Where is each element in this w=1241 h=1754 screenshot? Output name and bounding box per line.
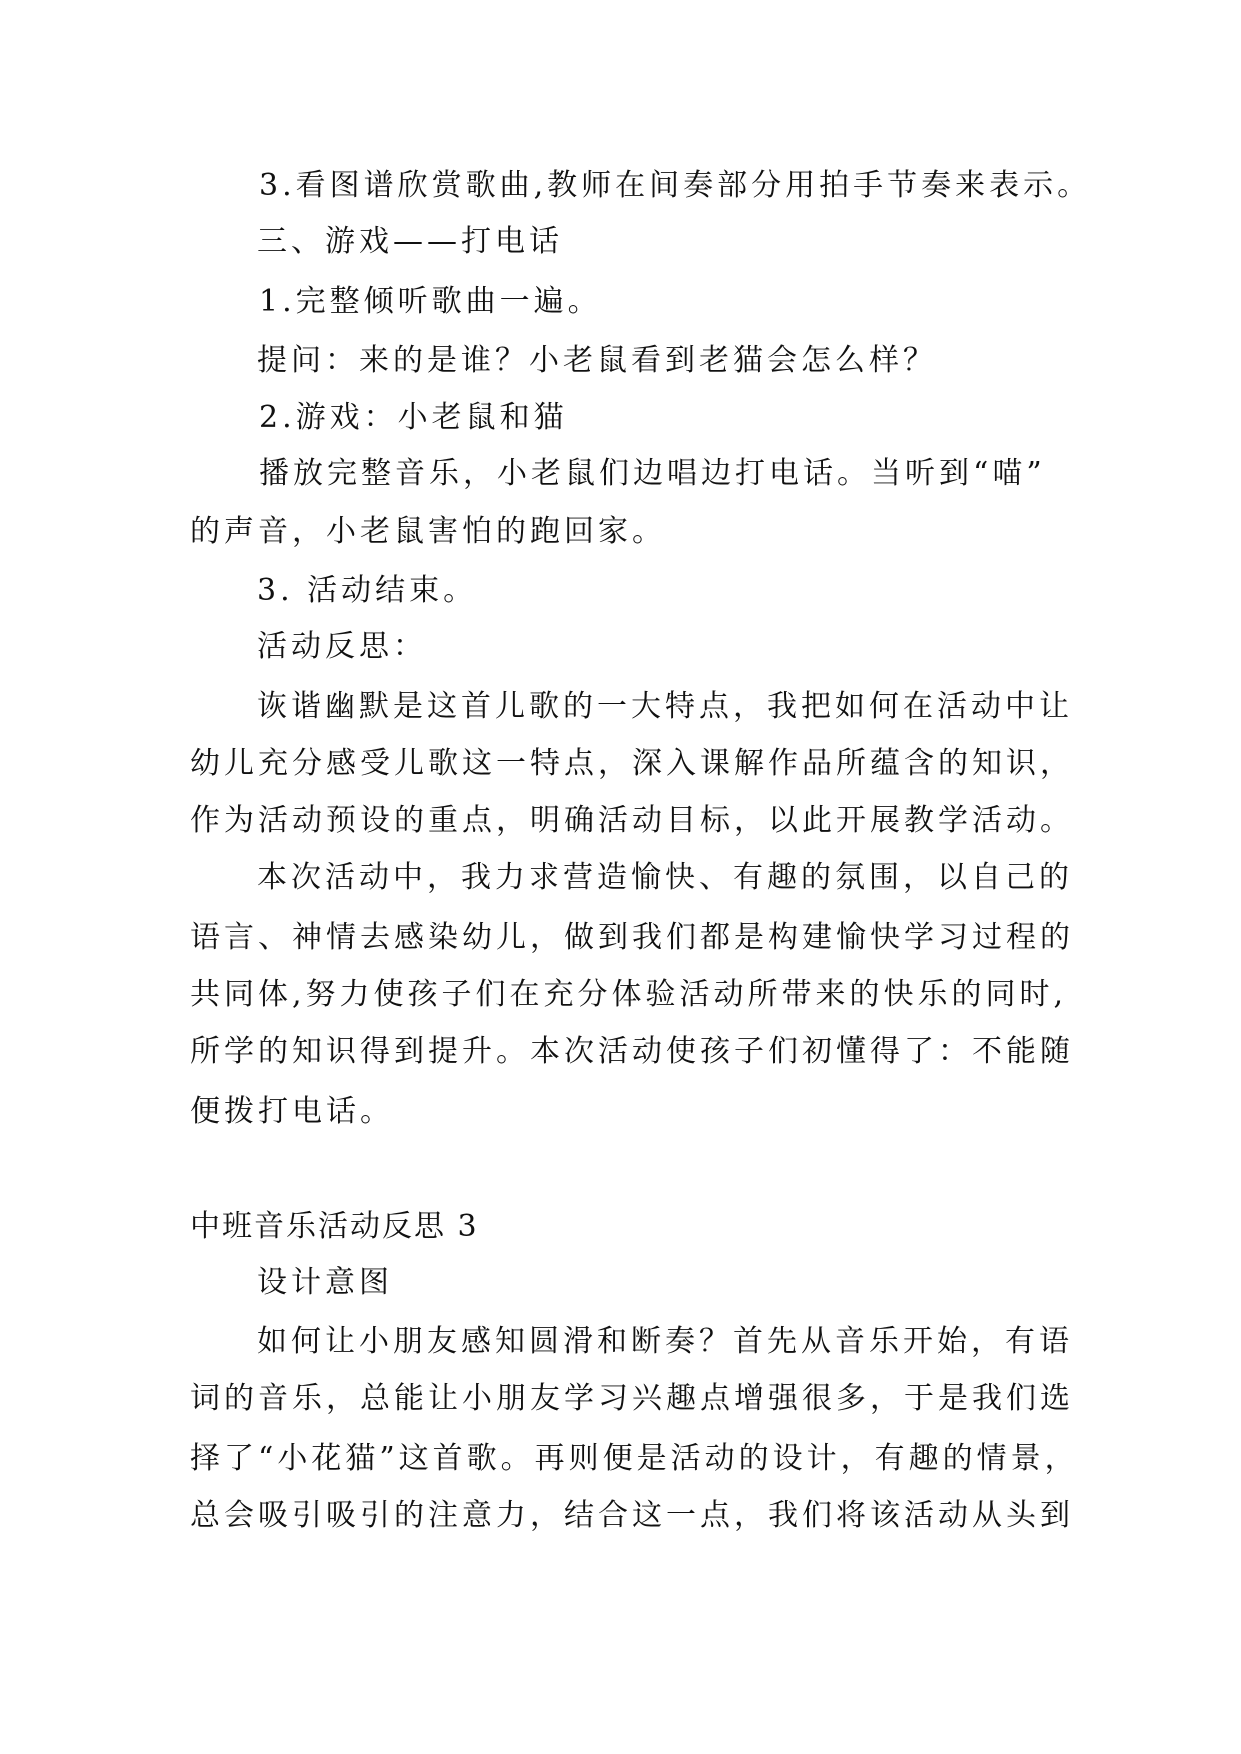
design-intent-line-1: 如何让小朋友感知圆滑和断奏？首先从音乐开始，有语 (257, 1324, 1073, 1359)
design-intent-line-3: 择了“小花猫”这首歌。再则便是活动的设计，有趣的情景， (190, 1441, 1079, 1476)
reflection-heading: 活动反思： (257, 629, 427, 664)
article-title: 中班音乐活动反思 3 (190, 1209, 479, 1244)
reflection-paragraph-2-line-4: 所学的知识得到提升。本次活动使孩子们初懂得了：不能随 (190, 1034, 1074, 1069)
step-2-game: 2.游戏：小老鼠和猫 (259, 400, 568, 435)
reflection-paragraph-2-line-2: 语言、神情去感染幼儿，做到我们都是构建愉快学习过程的 (190, 920, 1074, 955)
step-1-listen-song: 1.完整倾听歌曲一遍。 (259, 284, 602, 319)
design-intent-line-4: 总会吸引吸引的注意力，结合这一点，我们将该活动从头到 (190, 1498, 1074, 1533)
design-intent-heading: 设计意图 (257, 1265, 393, 1300)
step-3-appreciate-song: 3.看图谱欣赏歌曲,教师在间奏部分用拍手节奏来表示。 (259, 168, 1092, 203)
design-intent-line-2: 词的音乐，总能让小朋友学习兴趣点增强很多，于是我们选 (190, 1381, 1074, 1416)
game-description-line-1: 播放完整音乐，小老鼠们边唱边打电话。当听到“喵” (259, 456, 1046, 491)
reflection-paragraph-1-line-3: 作为活动预设的重点，明确活动目标，以此开展教学活动。 (190, 803, 1074, 838)
reflection-paragraph-2-line-3: 共同体,努力使孩子们在充分体验活动所带来的快乐的同时, (190, 977, 1068, 1012)
step-3-activity-end: 3. 活动结束。 (257, 573, 478, 608)
game-description-line-2: 的声音，小老鼠害怕的跑回家。 (190, 514, 666, 549)
reflection-paragraph-2-line-1: 本次活动中，我力求营造愉快、有趣的氛围，以自己的 (257, 860, 1073, 895)
section-heading-game: 三、游戏——打电话 (257, 224, 563, 259)
reflection-paragraph-2-line-5: 便拨打电话。 (190, 1094, 394, 1129)
question-line: 提问：来的是谁？小老鼠看到老猫会怎么样？ (257, 343, 937, 378)
reflection-paragraph-1-line-1: 诙谐幽默是这首儿歌的一大特点，我把如何在活动中让 (257, 689, 1073, 724)
reflection-paragraph-1-line-2: 幼儿充分感受儿歌这一特点，深入课解作品所蕴含的知识， (190, 746, 1074, 781)
